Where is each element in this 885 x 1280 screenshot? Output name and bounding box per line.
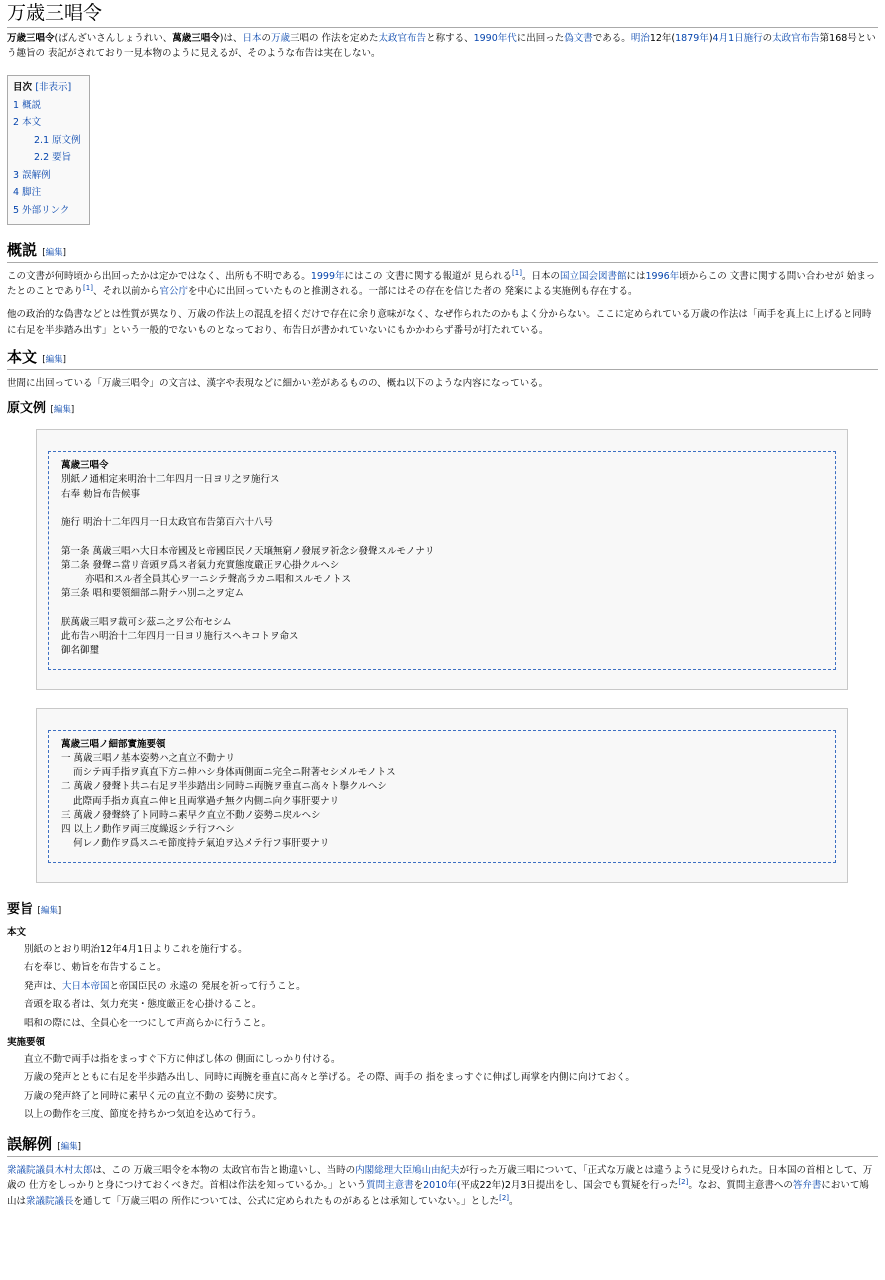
toc-list [13,97,81,220]
toc-toggle-link[interactable]: [非表示] [35,82,72,94]
inline-link[interactable]: 明治 [630,32,650,44]
toc-link[interactable]: 3 誤解例 [13,169,51,181]
section-heading-main [7,347,878,370]
text-run: と帝国臣民の 永遠の 発展を祈って行うこと。 [109,980,306,992]
text-run: を [413,1180,424,1192]
heading-text: 誤解例 [7,1134,53,1153]
toc-link[interactable]: 5 外部リンク [13,205,70,217]
inline-link[interactable]: 内閣総理大臣 [355,1164,413,1176]
text-run: 。日本の [521,270,560,282]
summary-item [24,1015,878,1034]
text-run: 発声は、 [24,980,63,992]
footnote-ref[interactable]: [1] [512,268,522,277]
inline-link[interactable]: 衆議院議員 [7,1164,55,1176]
subsection-heading-summary [7,901,878,919]
text-run: ) [708,32,713,44]
summary-list [7,925,878,1125]
toc-link[interactable]: 1 概説 [13,99,42,111]
inline-link[interactable]: 太政官布告 [772,32,820,44]
inline-link[interactable]: 太政官布告 [378,32,427,44]
text-run: 。 [509,1196,519,1208]
summary-group-title: 実施要領 [7,1037,46,1049]
text-run: 万歳の発声終了と同時に素早く元の直立不動の 姿勢に戻す。 [24,1090,283,1102]
summary-item [24,1088,878,1107]
text-run: 第168号という趣旨の 表記がされており一見本物のように見えるが、そのような布告は実在しない。 [7,32,876,60]
summary-group [7,925,878,1033]
text-run: 。なお、質問主意書への [688,1180,793,1192]
text-run: この文書が何時頃から出回ったかは定かではなく、出所も不明である。 [7,270,311,282]
inline-link[interactable]: 官公庁 [159,286,188,298]
text-run: 以上の動作を三度、節度を持ちかつ気迫を込めて行う。 [24,1109,262,1121]
summary-item [24,1069,878,1088]
text-run: )は、 [219,32,243,44]
edit-link[interactable]: [編集] [42,355,66,366]
text-run: 12年( [649,32,676,44]
inline-link[interactable]: 1996年 [645,270,680,282]
text-run: である。 [592,32,631,44]
inline-link[interactable]: 日本 [242,32,262,44]
inline-link[interactable]: 国立国会図書館 [559,270,627,282]
text-run: 他の政治的な偽書などとは性質が異なり、万歳の作法上の混乱を招くだけで存在に余り意味がなく、なぜ作られたのかもよく分からない。ここに定められている万歳の作法は「両手を真上に上げると同時に右足を半歩踏み出す」という一般的でないものとなっており、布告日が書かれていないにもかかわらず番号が打たれている。 [7,308,872,336]
text-run: にはこの 文書に関する報道が 見られる [344,270,513,282]
inline-link[interactable]: 鳩山由紀夫 [412,1164,460,1176]
text-run: 、それ以前から [92,286,160,298]
toc-item [13,149,81,167]
toc-item [13,97,81,115]
toc-item [13,184,81,202]
text-run: 唱和の際には、全員心を一つにして声高らかに行うこと。 [24,1017,272,1029]
overview-paragraph-2 [7,307,878,338]
quote-box-procedure [36,708,848,883]
quote-box-decree [36,429,848,690]
toc-link[interactable]: 2.2 要旨 [34,152,72,164]
text-run: (平成22年)2月3日提出をし、国会でも質疑を行った [456,1180,679,1192]
quote-box-procedure-inner [48,730,836,863]
footnote-ref[interactable]: [1] [83,284,93,293]
text-run: に出回った [516,32,565,44]
quote-body: 一 萬歳三唱ノ基本姿勢ハ之直立不動ナリ 而シテ両手指ヲ真直下方ニ伸ハシ身体両側面ニ完全ニ附著セシメルモノトス 二 萬歳ノ發聲ト共ニ右足ヲ半歩踏出シ同時ニ両腕ヲ垂直ニ高々ト擧クルヘシ 此際両手指カ真直ニ伸ヒ且両掌過チ無ク内側ニ向ク事肝要ナリ 三 萬歳ノ發聲終了ト同時ニ素早ク直立不動ノ姿勢ニ戻ルヘシ 四 以上ノ動作ヲ両三度繰返シテ行フヘシ 何レノ動作ヲ爲スニモ節度持テ氣迫ヲ込メテ行フ事肝要ナリ [61,752,396,850]
subsection-heading-original [7,400,878,418]
toc-title: 目次 [13,82,33,94]
quote-body: 別紙ノ通相定来明治十二年四月一日ヨリ之ヲ施行ス 右奉 勅旨布告候事 施行 明治十二年四月一日太政官布告第百六十八号 第一条 萬歳三唱ハ大日本帝國及ヒ帝國臣民ノ天壌無窮ノ發展ヲ祈念シ發聲スルモノナリ 第二条 發聲ニ當リ音頭ヲ爲ス者氣力充實態度嚴正ヲ心掛クルヘシ 亦唱和スル者全員其心ヲ一ニシテ聲高ラカニ唱和スルモノトス 第三条 唱和要領細部ニ附テハ別ニ之ヲ定ム 朕萬歳三唱ヲ裁可シ茲ニ之ヲ公布セシム 此布告ハ明治十二年四月一日ヨリ施行スヘキコトヲ命ス 御名御璽 [61,474,435,657]
inline-link[interactable]: 木村太郎 [54,1164,93,1176]
inline-link[interactable]: 質問主意書 [366,1180,414,1192]
overview-paragraph-1 [7,269,878,300]
inline-link[interactable]: 施行 [743,32,763,44]
inline-link[interactable]: 1879年 [675,32,709,44]
inline-link[interactable]: 万歳 [271,32,291,44]
inline-link[interactable]: 衆議院議長 [26,1196,74,1208]
quote-box-decree-inner [48,451,836,670]
summary-item [24,1106,878,1125]
edit-link[interactable]: [編集] [57,1141,81,1152]
heading-text: 要旨 [7,901,34,917]
bold-term: 万歳三唱令 [7,32,55,44]
edit-link[interactable]: [編集] [42,247,66,258]
text-run: の [261,32,271,44]
text-run: 音頭を取る者は、気力充実・態度厳正を心掛けること。 [24,999,262,1011]
toc-item [13,167,81,185]
summary-item [24,996,878,1015]
heading-text: 本文 [7,348,38,367]
quote-title: 萬歳三唱ノ細部實施要領 [61,738,166,750]
toc-link[interactable]: 2 本文 [13,117,42,129]
toc-item [13,114,81,132]
text-run: 右を奉じ、勅旨を布告すること。 [24,962,167,974]
text-run: 別紙のとおり明治12年4月1日よりこれを施行する。 [24,943,248,955]
summary-item [24,978,878,997]
edit-link-label[interactable]: 編集 [45,355,63,366]
summary-item [24,959,878,978]
summary-item [24,941,878,960]
summary-item [24,1051,878,1070]
toc-item [13,202,81,220]
inline-link[interactable]: 1990年代 [473,32,517,44]
text-run: と称する、 [426,32,474,44]
bold-term: 萬歳三唱令 [172,32,220,44]
inline-link[interactable]: 2010年 [423,1180,457,1192]
inline-link[interactable]: 1999年 [310,270,345,282]
text-run: 三唱の 作法を定めた [290,32,379,44]
text-run: (ばんざいさんしょうれい、 [54,32,173,44]
edit-link[interactable]: [編集] [50,404,75,415]
text-run: は、この 万歳三唱令を本物の 太政官布告と勘違いし、当時の [92,1164,356,1176]
page-title: 万歳三唱令 [7,0,878,28]
edit-link-label[interactable]: 編集 [60,1141,78,1152]
text-run: が行った万歳三唱について、「正式な万歳とは違うように見受けられた。日本国の首相として、万歳の 仕方をしっかりと身につけておくべきだ。首相は作法を知っているか。」という [7,1164,873,1192]
inline-link[interactable]: 4月1日 [712,32,744,44]
text-run: において鳩山は [7,1180,869,1208]
inline-link[interactable]: 大日本帝国 [62,980,110,992]
toc-header [13,79,81,97]
text-run: 頃からこの 文書に関する問い合わせが 始まったとのことであり [7,270,876,298]
edit-link[interactable]: [編集] [37,905,62,916]
edit-link-label[interactable]: 編集 [45,247,63,258]
text-run: には [626,270,646,282]
toc-link[interactable]: 4 脚注 [13,187,42,199]
main-intro-paragraph: 世間に出回っている「万歳三唱令」の文言は、漢字や表現などに細かい差があるものの、概ね以下のような内容になっている。 [7,378,549,390]
quote-title: 萬歳三唱令 [61,460,109,472]
edit-link-label[interactable]: 編集 [40,905,58,916]
text-run: 万歳の発声とともに右足を半歩踏み出し、同時に両腕を垂直に高々と挙げる。その際、両手の 指をまっすぐに伸ばし両掌を内側に向けておく。 [24,1072,635,1084]
text-run: 直立不動で両手は指をまっすぐ下方に伸ばし体の 側面にしっかり付ける。 [24,1053,341,1065]
text-run: を通して「万歳三唱の 所作については、公式に定められたものがあるとは承知していない。」とした [73,1196,500,1208]
intro-paragraph [7,31,878,62]
heading-text: 概説 [7,240,38,259]
toc-item [13,132,81,150]
section-heading-misunderstanding [7,1134,878,1157]
summary-group-title: 本文 [7,926,27,938]
summary-group [7,1035,878,1125]
text-run: を中心に出回っていたものと推測される。一部にはその存在を信じた者の 発案による実施例も存在する。 [187,286,638,298]
inline-link[interactable]: 偽文書 [564,32,593,44]
heading-text: 原文例 [7,400,47,416]
misunderstanding-paragraph [7,1163,878,1210]
inline-link[interactable]: 答弁書 [792,1180,822,1192]
section-heading-overview [7,240,878,263]
text-run: の [762,32,773,44]
toc-link[interactable]: 2.1 原文例 [34,134,81,146]
footnote-ref[interactable]: [2] [499,1194,510,1202]
edit-link-label[interactable]: 編集 [53,404,71,415]
footnote-ref[interactable]: [2] [678,1178,689,1187]
table-of-contents [7,75,90,225]
